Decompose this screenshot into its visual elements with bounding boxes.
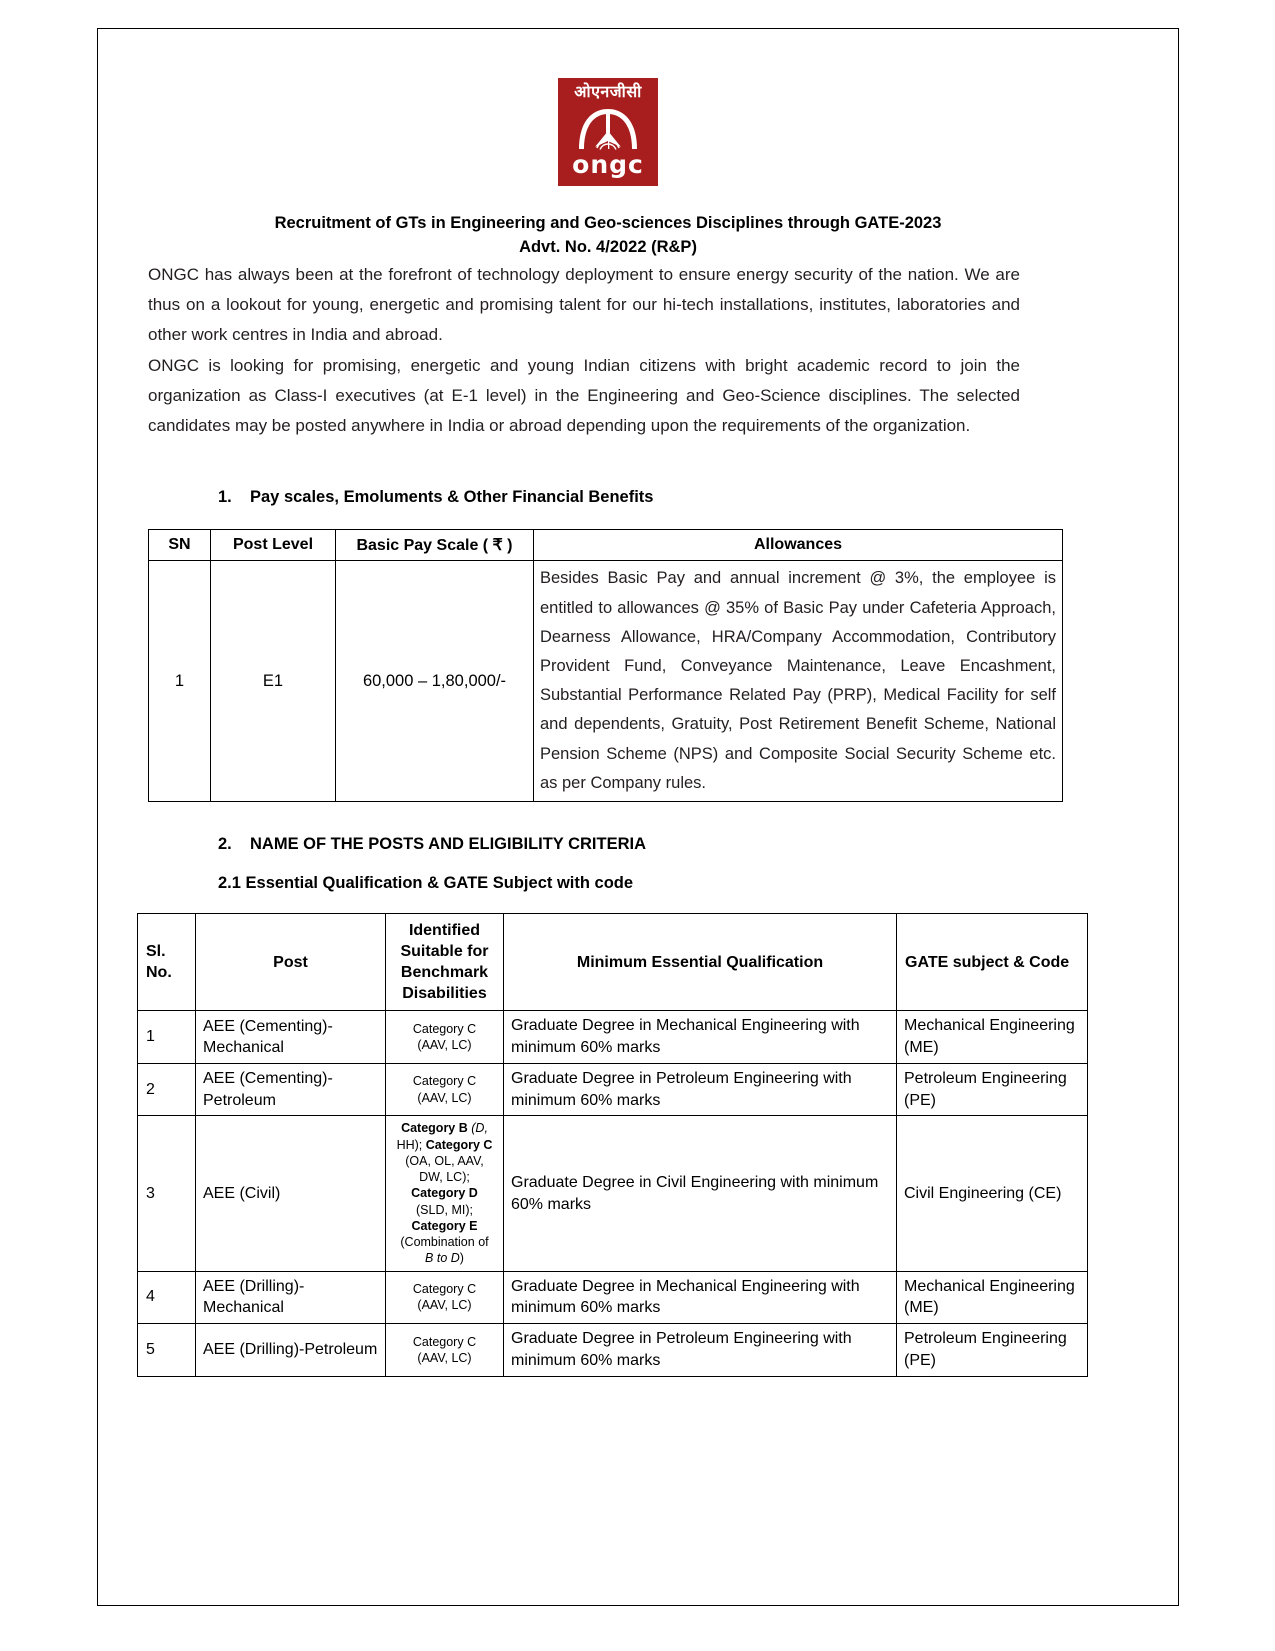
cell-gate-subject: Mechanical Engineering (ME) bbox=[897, 1271, 1088, 1324]
table-row bbox=[138, 1271, 1088, 1324]
table-row bbox=[138, 1324, 1088, 1377]
cell-disabilities: Category C (AAV, LC) bbox=[386, 1063, 504, 1116]
logo-hindi-text: ओएनजीसी bbox=[574, 82, 642, 101]
cell-gate-subject: Mechanical Engineering (ME) bbox=[897, 1011, 1088, 1064]
col-post-level: Post Level bbox=[211, 530, 336, 561]
table-row bbox=[138, 1063, 1088, 1116]
cell-sl-no: 2 bbox=[138, 1063, 196, 1116]
cell-post-level: E1 bbox=[211, 561, 336, 802]
section-2-heading bbox=[218, 835, 1068, 854]
ongc-logo bbox=[558, 78, 658, 186]
ongc-flame-icon bbox=[575, 103, 641, 151]
cell-sl-no: 5 bbox=[138, 1324, 196, 1377]
intro-paragraph-2: ONGC is looking for promising, energetic and young Indian citizens with bright academic record to join the organization as Class-I executives (at E-1 level) in the Engineering and Geo-Science disciplines. The selected candidates may be posted anywhere in India or abroad depending upon the requirements of the organization. bbox=[148, 355, 1020, 436]
cell-qualification: Graduate Degree in Petroleum Engineering with minimum 60% marks bbox=[504, 1063, 897, 1116]
section-1-title: Pay scales, Emoluments & Other Financial Benefits bbox=[250, 488, 654, 507]
cell-disabilities: Category B (D, HH); Category C (OA, OL, AAV, DW, LC); Category D (SLD, MI); Category E (Combination of B to D) bbox=[386, 1116, 504, 1271]
cell-disabilities: Category C (AAV, LC) bbox=[386, 1011, 504, 1064]
cell-gate-subject: Petroleum Engineering (PE) bbox=[897, 1063, 1088, 1116]
cell-qualification: Graduate Degree in Petroleum Engineering with minimum 60% marks bbox=[504, 1324, 897, 1377]
table-row bbox=[138, 1011, 1088, 1064]
cell-sl-no: 4 bbox=[138, 1271, 196, 1324]
eligibility-table bbox=[137, 913, 1088, 1377]
col-gate-subject: GATE subject & Code bbox=[897, 913, 1088, 1010]
document-body bbox=[146, 60, 1075, 1377]
cell-disabilities: Category C (AAV, LC) bbox=[386, 1324, 504, 1377]
cell-post: AEE (Civil) bbox=[196, 1116, 386, 1271]
logo-wordmark: ongc bbox=[572, 150, 644, 179]
table-header-row bbox=[149, 530, 1063, 561]
cell-qualification: Graduate Degree in Mechanical Engineering with minimum 60% marks bbox=[504, 1271, 897, 1324]
intro-paragraph-1: ONGC has always been at the forefront of technology deployment to ensure energy security of the nation. We are thus on a lookout for young, energetic and promising talent for our hi-tech installations, institutes, laboratories and other work centres in India and abroad. bbox=[148, 264, 1020, 345]
col-sl-no: Sl. No. bbox=[138, 913, 196, 1010]
section-2-title: NAME OF THE POSTS AND ELIGIBILITY CRITERIA bbox=[250, 834, 647, 853]
page-title: Recruitment of GTs in Engineering and Geo-sciences Disciplines through GATE-2023 bbox=[274, 214, 942, 232]
cell-gate-subject: Petroleum Engineering (PE) bbox=[897, 1324, 1088, 1377]
table-header-row bbox=[138, 913, 1088, 1010]
section-2-number: 2. bbox=[218, 834, 232, 853]
col-minimum-qualification: Minimum Essential Qualification bbox=[504, 913, 897, 1010]
section-1-heading bbox=[218, 488, 1068, 507]
page-subtitle: Advt. No. 4/2022 (R&P) bbox=[519, 237, 697, 256]
cell-post: AEE (Drilling)-Mechanical bbox=[196, 1271, 386, 1324]
cell-qualification: Graduate Degree in Civil Engineering with minimum 60% marks bbox=[504, 1116, 897, 1271]
cell-allowances: Besides Basic Pay and annual increment @ 3%, the employee is entitled to allowances @ 35% of Basic Pay under Cafeteria Approach, Dearness Allowance, HRA/Company Accommodation, Contributory Provident Fund, Conveyance Maintenance, Leave Encashment, Substantial Performance Related Pay (PRP), Medical Facility for self and dependents, Gratuity, Post Retirement Benefit Scheme, National Pension Scheme (NPS) and Composite Social Security Scheme etc. as per Company rules. bbox=[534, 561, 1063, 802]
col-post: Post bbox=[196, 913, 386, 1010]
pay-scale-table bbox=[148, 529, 1063, 802]
cell-post: AEE (Drilling)-Petroleum bbox=[196, 1324, 386, 1377]
section-1-number: 1. bbox=[218, 488, 232, 507]
col-basic-pay-scale: Basic Pay Scale ( ₹ ) bbox=[336, 530, 534, 561]
col-benchmark-disabilities: Identified Suitable for Benchmark Disabilities bbox=[386, 913, 504, 1010]
cell-sl-no: 3 bbox=[138, 1116, 196, 1271]
table-row bbox=[138, 1116, 1088, 1271]
cell-sn: 1 bbox=[149, 561, 211, 802]
cell-disabilities: Category C (AAV, LC) bbox=[386, 1271, 504, 1324]
section-2-1-heading: 2.1 Essential Qualification & GATE Subject with code bbox=[218, 873, 634, 892]
logo-container bbox=[148, 78, 1068, 186]
cell-qualification: Graduate Degree in Mechanical Engineering with minimum 60% marks bbox=[504, 1011, 897, 1064]
table-row bbox=[149, 561, 1063, 802]
col-allowances: Allowances bbox=[534, 530, 1063, 561]
cell-gate-subject: Civil Engineering (CE) bbox=[897, 1116, 1088, 1271]
cell-pay-scale: 60,000 – 1,80,000/- bbox=[336, 561, 534, 802]
cell-post: AEE (Cementing)-Petroleum bbox=[196, 1063, 386, 1116]
col-sn: SN bbox=[149, 530, 211, 561]
cell-sl-no: 1 bbox=[138, 1011, 196, 1064]
cell-post: AEE (Cementing)-Mechanical bbox=[196, 1011, 386, 1064]
